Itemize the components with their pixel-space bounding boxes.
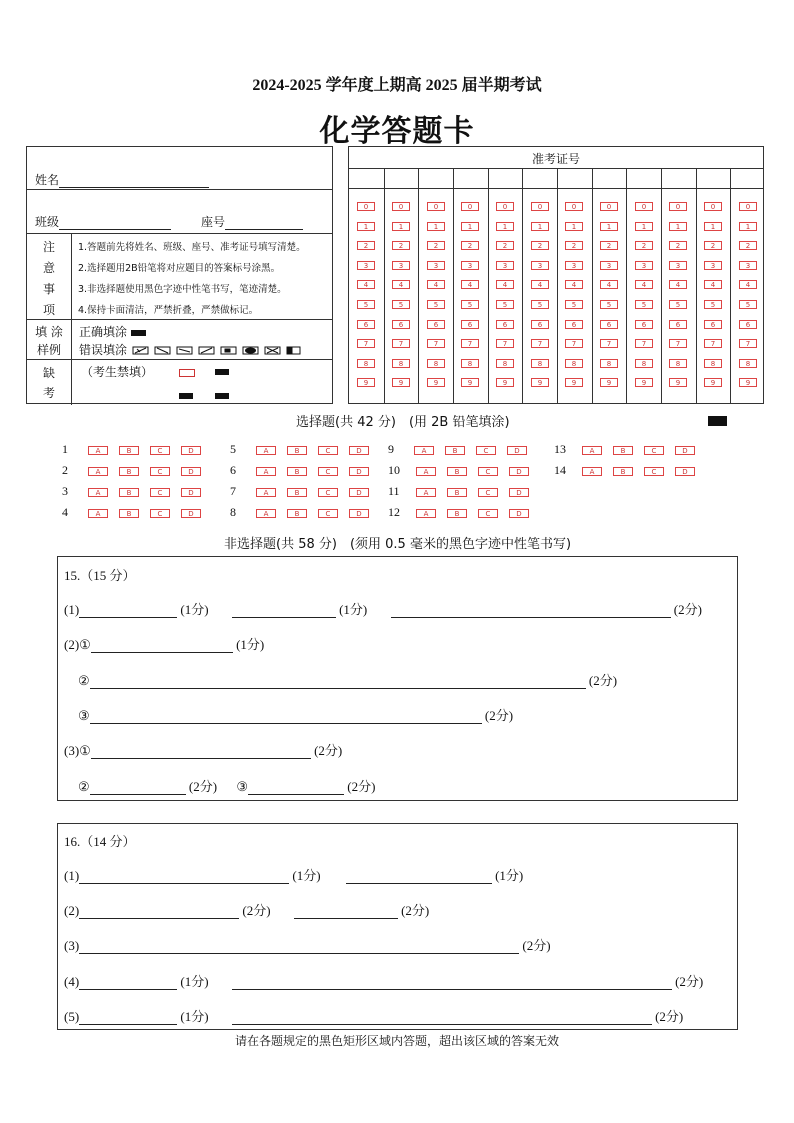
- exam-id-bubble[interactable]: 9: [600, 378, 618, 387]
- exam-id-bubble[interactable]: 6: [565, 320, 583, 329]
- question-number: 12: [388, 505, 400, 519]
- choice-bubble[interactable]: B: [613, 467, 633, 476]
- choice-bubble[interactable]: D: [675, 467, 695, 476]
- exam-id-bubble[interactable]: 7: [357, 339, 375, 348]
- choice-question-row: [388, 463, 529, 484]
- q16-row-2[interactable]: (2) (2分) (2分): [64, 903, 430, 918]
- exam-id-bubble[interactable]: 9: [565, 378, 583, 387]
- choice-bubble[interactable]: D: [349, 446, 369, 455]
- absent-mark-empty[interactable]: [179, 369, 195, 377]
- notes-list: [78, 237, 306, 321]
- exam-id-bubble[interactable]: 7: [600, 339, 618, 348]
- footer-note: 请在各题规定的黑色矩形区域内答题，超出该区域的答案无效: [234, 1034, 559, 1048]
- exam-id-bubble[interactable]: 8: [704, 359, 722, 368]
- choice-marker: [708, 416, 727, 426]
- exam-id-bubble[interactable]: 3: [496, 261, 514, 270]
- question-number: 1: [62, 442, 68, 456]
- choice-question-row: [554, 442, 695, 463]
- exam-id-bubble[interactable]: 4: [669, 280, 687, 289]
- choice-bubble[interactable]: C: [644, 446, 664, 455]
- choice-bubble[interactable]: A: [88, 509, 108, 518]
- exam-id-bubble[interactable]: 8: [531, 359, 549, 368]
- choice-section-title: 选择题(共 42 分) (用 2B 铅笔填涂): [296, 415, 510, 430]
- exam-id-bubble[interactable]: 3: [531, 261, 549, 270]
- exam-id-bubble[interactable]: 8: [669, 359, 687, 368]
- choice-question-row: [230, 484, 369, 505]
- exam-id-bubble[interactable]: 9: [392, 378, 410, 387]
- q16-row-5[interactable]: (5) (1分) (2分): [64, 1009, 684, 1024]
- choice-bubble[interactable]: A: [414, 446, 434, 455]
- exam-id-bubble[interactable]: 0: [669, 202, 687, 211]
- choice-bubble[interactable]: D: [507, 446, 527, 455]
- exam-id-bubble[interactable]: 7: [739, 339, 757, 348]
- absent-mark-filled: [215, 393, 229, 399]
- exam-title: 2024-2025 学年度上期高 2025 届半期考试: [252, 77, 542, 94]
- exam-id-bubble[interactable]: 2: [669, 241, 687, 250]
- note-item: 1.答题前先将姓名、班级、座号、准考证号填写清楚。: [78, 242, 306, 253]
- q16-answer-box: [57, 823, 738, 1030]
- absent-mark-filled: [179, 393, 193, 399]
- q15-answer-box: [57, 556, 738, 801]
- choice-bubble[interactable]: B: [119, 488, 139, 497]
- choice-bubble[interactable]: D: [349, 467, 369, 476]
- exam-id-bubble[interactable]: 6: [669, 320, 687, 329]
- choice-bubble[interactable]: D: [181, 488, 201, 497]
- choice-bubble[interactable]: D: [509, 509, 529, 518]
- choice-bubble[interactable]: B: [447, 509, 467, 518]
- exam-id-bubble[interactable]: 0: [739, 202, 757, 211]
- choice-bubble[interactable]: D: [181, 467, 201, 476]
- exam-id-bubble[interactable]: 7: [565, 339, 583, 348]
- choice-bubble[interactable]: A: [88, 467, 108, 476]
- exam-id-bubble[interactable]: 4: [496, 280, 514, 289]
- exam-id-bubble[interactable]: 5: [635, 300, 653, 309]
- name-label: 姓名: [35, 173, 60, 187]
- question-number: 11: [388, 484, 400, 498]
- exam-id-bubble[interactable]: 5: [704, 300, 722, 309]
- exam-id-bubble[interactable]: 4: [635, 280, 653, 289]
- exam-id-bubble[interactable]: 9: [739, 378, 757, 387]
- choice-question-row: [388, 442, 527, 463]
- exam-id-bubble[interactable]: 2: [531, 241, 549, 250]
- exam-id-bubble[interactable]: 0: [427, 202, 445, 211]
- wrong-fill-label: 错误填涂: [79, 343, 128, 357]
- exam-id-bubble[interactable]: 5: [565, 300, 583, 309]
- exam-id-bubble[interactable]: 5: [427, 300, 445, 309]
- exam-id-bubble[interactable]: 2: [739, 241, 757, 250]
- choice-bubble[interactable]: D: [675, 446, 695, 455]
- exam-id-bubble[interactable]: 7: [635, 339, 653, 348]
- choice-bubble[interactable]: A: [416, 467, 436, 476]
- exam-id-bubble[interactable]: 7: [427, 339, 445, 348]
- question-number: 3: [62, 484, 68, 498]
- exam-id-bubble[interactable]: 8: [565, 359, 583, 368]
- exam-id-bubble[interactable]: 1: [565, 222, 583, 231]
- q16-title: 16.（14 分）: [64, 834, 136, 849]
- choice-bubble[interactable]: B: [287, 446, 307, 455]
- question-number: 10: [388, 463, 400, 477]
- exam-id-bubble[interactable]: 3: [739, 261, 757, 270]
- exam-id-bubble[interactable]: 9: [357, 378, 375, 387]
- choice-bubble[interactable]: C: [478, 509, 498, 518]
- question-number: 14: [554, 463, 566, 477]
- exam-id-bubble[interactable]: 6: [600, 320, 618, 329]
- seat-label: 座号: [201, 215, 226, 229]
- exam-id-bubble[interactable]: 6: [461, 320, 479, 329]
- exam-id-title: 准考证号: [531, 152, 580, 166]
- choice-bubble[interactable]: A: [88, 488, 108, 497]
- exam-id-bubble[interactable]: 2: [461, 241, 479, 250]
- notes-label: 注 意 事 项: [42, 240, 55, 317]
- choice-question-row: [388, 484, 529, 505]
- exam-id-bubble[interactable]: 5: [357, 300, 375, 309]
- q15-row-2-3[interactable]: ③ (2分): [78, 708, 514, 723]
- exam-id-bubble[interactable]: 8: [357, 359, 375, 368]
- exam-id-bubble[interactable]: 4: [704, 280, 722, 289]
- exam-id-bubble[interactable]: 4: [461, 280, 479, 289]
- exam-id-bubble[interactable]: 5: [392, 300, 410, 309]
- choice-bubble[interactable]: B: [445, 446, 465, 455]
- question-number: 7: [230, 484, 236, 498]
- exam-id-bubble[interactable]: 2: [427, 241, 445, 250]
- choice-bubble[interactable]: C: [478, 467, 498, 476]
- exam-id-bubble[interactable]: 3: [669, 261, 687, 270]
- name-field[interactable]: [35, 171, 209, 188]
- nonchoice-section-title: 非选择题(共 58 分) (须用 0.5 毫米的黑色字迹中性笔书写): [224, 537, 572, 552]
- question-number: 6: [230, 463, 236, 477]
- exam-id-bubble[interactable]: 3: [427, 261, 445, 270]
- exam-id-box: [348, 146, 764, 404]
- choice-bubble[interactable]: A: [416, 509, 436, 518]
- exam-id-bubble[interactable]: 5: [461, 300, 479, 309]
- choice-bubble[interactable]: B: [119, 467, 139, 476]
- choice-bubble[interactable]: B: [613, 446, 633, 455]
- class-label: 班级: [35, 215, 60, 229]
- choice-bubble[interactable]: A: [582, 446, 602, 455]
- exam-id-bubble[interactable]: 7: [392, 339, 410, 348]
- choice-bubble[interactable]: C: [478, 488, 498, 497]
- exam-id-bubble[interactable]: 4: [600, 280, 618, 289]
- exam-id-bubble[interactable]: 6: [357, 320, 375, 329]
- exam-id-bubble[interactable]: 5: [739, 300, 757, 309]
- exam-id-bubble[interactable]: 9: [496, 378, 514, 387]
- choice-bubble[interactable]: B: [287, 488, 307, 497]
- exam-id-bubble[interactable]: 8: [496, 359, 514, 368]
- exam-id-bubble[interactable]: 3: [461, 261, 479, 270]
- choice-bubble[interactable]: A: [256, 467, 276, 476]
- correct-fill-sample: [131, 330, 146, 336]
- exam-id-bubble[interactable]: 3: [392, 261, 410, 270]
- seat-field[interactable]: [201, 213, 303, 230]
- exam-id-bubble[interactable]: 4: [392, 280, 410, 289]
- exam-id-bubble[interactable]: 5: [600, 300, 618, 309]
- choice-bubble[interactable]: B: [119, 446, 139, 455]
- exam-id-bubble[interactable]: 4: [531, 280, 549, 289]
- choice-bubble[interactable]: C: [318, 467, 338, 476]
- exam-id-bubble[interactable]: 1: [427, 222, 445, 231]
- exam-id-bubble[interactable]: 1: [739, 222, 757, 231]
- choice-bubble[interactable]: D: [509, 488, 529, 497]
- exam-id-bubble[interactable]: 0: [357, 202, 375, 211]
- q15-row-3-2[interactable]: ② (2分) ③ (2分): [78, 779, 376, 794]
- choice-question-row: [62, 505, 201, 526]
- exam-id-bubble[interactable]: 3: [635, 261, 653, 270]
- exam-id-bubble[interactable]: 9: [669, 378, 687, 387]
- exam-id-bubble[interactable]: 2: [565, 241, 583, 250]
- question-number: 13: [554, 442, 566, 456]
- choice-bubble[interactable]: D: [349, 509, 369, 518]
- exam-id-bubble[interactable]: 9: [635, 378, 653, 387]
- choice-question-row: [230, 463, 369, 484]
- exam-id-bubble[interactable]: 8: [461, 359, 479, 368]
- choice-bubble[interactable]: C: [318, 488, 338, 497]
- exam-id-bubble[interactable]: 1: [357, 222, 375, 231]
- exam-id-bubble[interactable]: 9: [427, 378, 445, 387]
- card-title: 化学答题卡: [319, 114, 475, 149]
- exam-id-bubble[interactable]: 5: [496, 300, 514, 309]
- absent-mark-filled: [215, 369, 229, 375]
- wrong-fill-samples: [131, 346, 301, 356]
- absent-label: 缺 考: [42, 366, 55, 400]
- exam-id-bubble[interactable]: 0: [635, 202, 653, 211]
- exam-id-bubble[interactable]: 3: [565, 261, 583, 270]
- exam-id-bubble[interactable]: 7: [531, 339, 549, 348]
- question-number: 5: [230, 442, 236, 456]
- exam-id-bubble[interactable]: 4: [739, 280, 757, 289]
- exam-id-bubble[interactable]: 2: [704, 241, 722, 250]
- exam-id-bubble[interactable]: 0: [704, 202, 722, 211]
- exam-id-bubble[interactable]: 6: [531, 320, 549, 329]
- exam-id-bubble[interactable]: 9: [531, 378, 549, 387]
- correct-fill-label: 正确填涂: [79, 325, 128, 339]
- choice-bubble[interactable]: B: [287, 509, 307, 518]
- exam-id-bubble[interactable]: 7: [461, 339, 479, 348]
- exam-id-bubble[interactable]: 0: [461, 202, 479, 211]
- exam-id-bubble[interactable]: 4: [357, 280, 375, 289]
- choice-bubble[interactable]: A: [256, 509, 276, 518]
- exam-id-bubble[interactable]: 0: [565, 202, 583, 211]
- exam-id-bubble[interactable]: 6: [392, 320, 410, 329]
- exam-id-bubble[interactable]: 7: [704, 339, 722, 348]
- exam-id-bubble[interactable]: 3: [600, 261, 618, 270]
- exam-id-bubble[interactable]: 3: [704, 261, 722, 270]
- exam-id-bubble[interactable]: 1: [635, 222, 653, 231]
- exam-id-bubble[interactable]: 1: [496, 222, 514, 231]
- choice-question-row: [230, 442, 369, 463]
- exam-id-bubble[interactable]: 8: [427, 359, 445, 368]
- q15-row-2-1[interactable]: (2)① (1分): [64, 637, 265, 652]
- choice-bubble[interactable]: A: [256, 488, 276, 497]
- exam-id-bubble[interactable]: 1: [392, 222, 410, 231]
- exam-id-bubble[interactable]: 1: [531, 222, 549, 231]
- exam-id-bubble[interactable]: 6: [427, 320, 445, 329]
- note-item: 4.保持卡面清洁，严禁折叠，严禁做标记。: [78, 305, 259, 316]
- choice-bubble[interactable]: C: [318, 509, 338, 518]
- fill-sample-label: 填 涂 样例: [35, 325, 63, 357]
- choice-bubble[interactable]: C: [150, 446, 170, 455]
- question-number: 2: [62, 463, 68, 477]
- q15-row-1[interactable]: (1) (1分) (1分) (2分): [64, 602, 702, 617]
- choice-bubble[interactable]: A: [256, 446, 276, 455]
- exam-id-bubble[interactable]: 1: [461, 222, 479, 231]
- exam-id-bubble[interactable]: 3: [357, 261, 375, 270]
- choice-bubble[interactable]: C: [150, 509, 170, 518]
- question-number: 9: [388, 442, 394, 456]
- choice-bubble[interactable]: C: [476, 446, 496, 455]
- exam-id-bubble[interactable]: 7: [669, 339, 687, 348]
- choice-bubble[interactable]: B: [119, 509, 139, 518]
- choice-bubble[interactable]: A: [582, 467, 602, 476]
- exam-id-bubble[interactable]: 1: [669, 222, 687, 231]
- choice-bubble[interactable]: D: [509, 467, 529, 476]
- choice-bubble[interactable]: B: [447, 488, 467, 497]
- exam-id-bubble[interactable]: 8: [739, 359, 757, 368]
- choice-question-row: [62, 463, 201, 484]
- exam-id-bubble[interactable]: 7: [496, 339, 514, 348]
- exam-id-bubble[interactable]: 5: [669, 300, 687, 309]
- exam-id-bubble[interactable]: 0: [600, 202, 618, 211]
- choice-bubble[interactable]: C: [318, 446, 338, 455]
- exam-id-bubble[interactable]: 1: [600, 222, 618, 231]
- exam-id-bubble[interactable]: 4: [565, 280, 583, 289]
- q15-row-2-2[interactable]: ② (2分): [78, 673, 618, 688]
- exam-id-bubble[interactable]: 2: [496, 241, 514, 250]
- choice-question-row: [554, 463, 695, 484]
- exam-id-bubble[interactable]: 0: [496, 202, 514, 211]
- choice-bubble[interactable]: A: [88, 446, 108, 455]
- exam-id-bubble[interactable]: 1: [704, 222, 722, 231]
- choice-bubble[interactable]: D: [349, 488, 369, 497]
- q16-row-1[interactable]: (1) (1分) (1分): [64, 868, 524, 883]
- question-number: 4: [62, 505, 68, 519]
- exam-id-bubble[interactable]: 0: [392, 202, 410, 211]
- q16-row-3[interactable]: (3) (2分): [64, 938, 551, 953]
- note-item: 3.非选择题使用黑色字迹中性笔书写，笔迹清楚。: [78, 284, 287, 295]
- class-field[interactable]: [35, 213, 171, 230]
- exam-id-bubble[interactable]: 9: [461, 378, 479, 387]
- choice-question-row: [62, 442, 201, 463]
- exam-id-bubble[interactable]: 6: [704, 320, 722, 329]
- choice-bubble[interactable]: A: [416, 488, 436, 497]
- choice-bubble[interactable]: B: [287, 467, 307, 476]
- choice-bubble[interactable]: B: [447, 467, 467, 476]
- choice-bubble[interactable]: C: [150, 467, 170, 476]
- choice-question-row: [62, 484, 201, 505]
- exam-id-bubble[interactable]: 2: [357, 241, 375, 250]
- exam-id-bubble[interactable]: 5: [531, 300, 549, 309]
- exam-id-bubble[interactable]: 6: [635, 320, 653, 329]
- student-info-box: [26, 146, 333, 404]
- choice-bubble[interactable]: D: [181, 446, 201, 455]
- choice-bubble[interactable]: D: [181, 509, 201, 518]
- exam-id-bubble[interactable]: 2: [600, 241, 618, 250]
- exam-id-bubble[interactable]: 8: [635, 359, 653, 368]
- note-item: 2.选择题用2B铅笔将对应题目的答案标号涂黑。: [78, 263, 281, 274]
- q15-row-3-1[interactable]: (3)① (2分): [64, 743, 343, 758]
- q16-row-4[interactable]: (4) (1分) (2分): [64, 974, 704, 989]
- exam-id-bubble[interactable]: 8: [392, 359, 410, 368]
- exam-id-bubble[interactable]: 8: [600, 359, 618, 368]
- exam-id-bubble[interactable]: 2: [635, 241, 653, 250]
- q15-title: 15.（15 分）: [64, 568, 136, 583]
- exam-id-bubble[interactable]: 0: [531, 202, 549, 211]
- exam-id-bubble[interactable]: 4: [427, 280, 445, 289]
- exam-id-bubble[interactable]: 6: [739, 320, 757, 329]
- absent-note: （考生禁填）: [81, 365, 154, 379]
- exam-id-bubble[interactable]: 9: [704, 378, 722, 387]
- question-number: 8: [230, 505, 236, 519]
- choice-question-row: [230, 505, 369, 526]
- choice-bubble[interactable]: C: [644, 467, 664, 476]
- choice-question-row: [388, 505, 529, 526]
- exam-id-bubble[interactable]: 2: [392, 241, 410, 250]
- choice-bubble[interactable]: C: [150, 488, 170, 497]
- exam-id-bubble[interactable]: 6: [496, 320, 514, 329]
